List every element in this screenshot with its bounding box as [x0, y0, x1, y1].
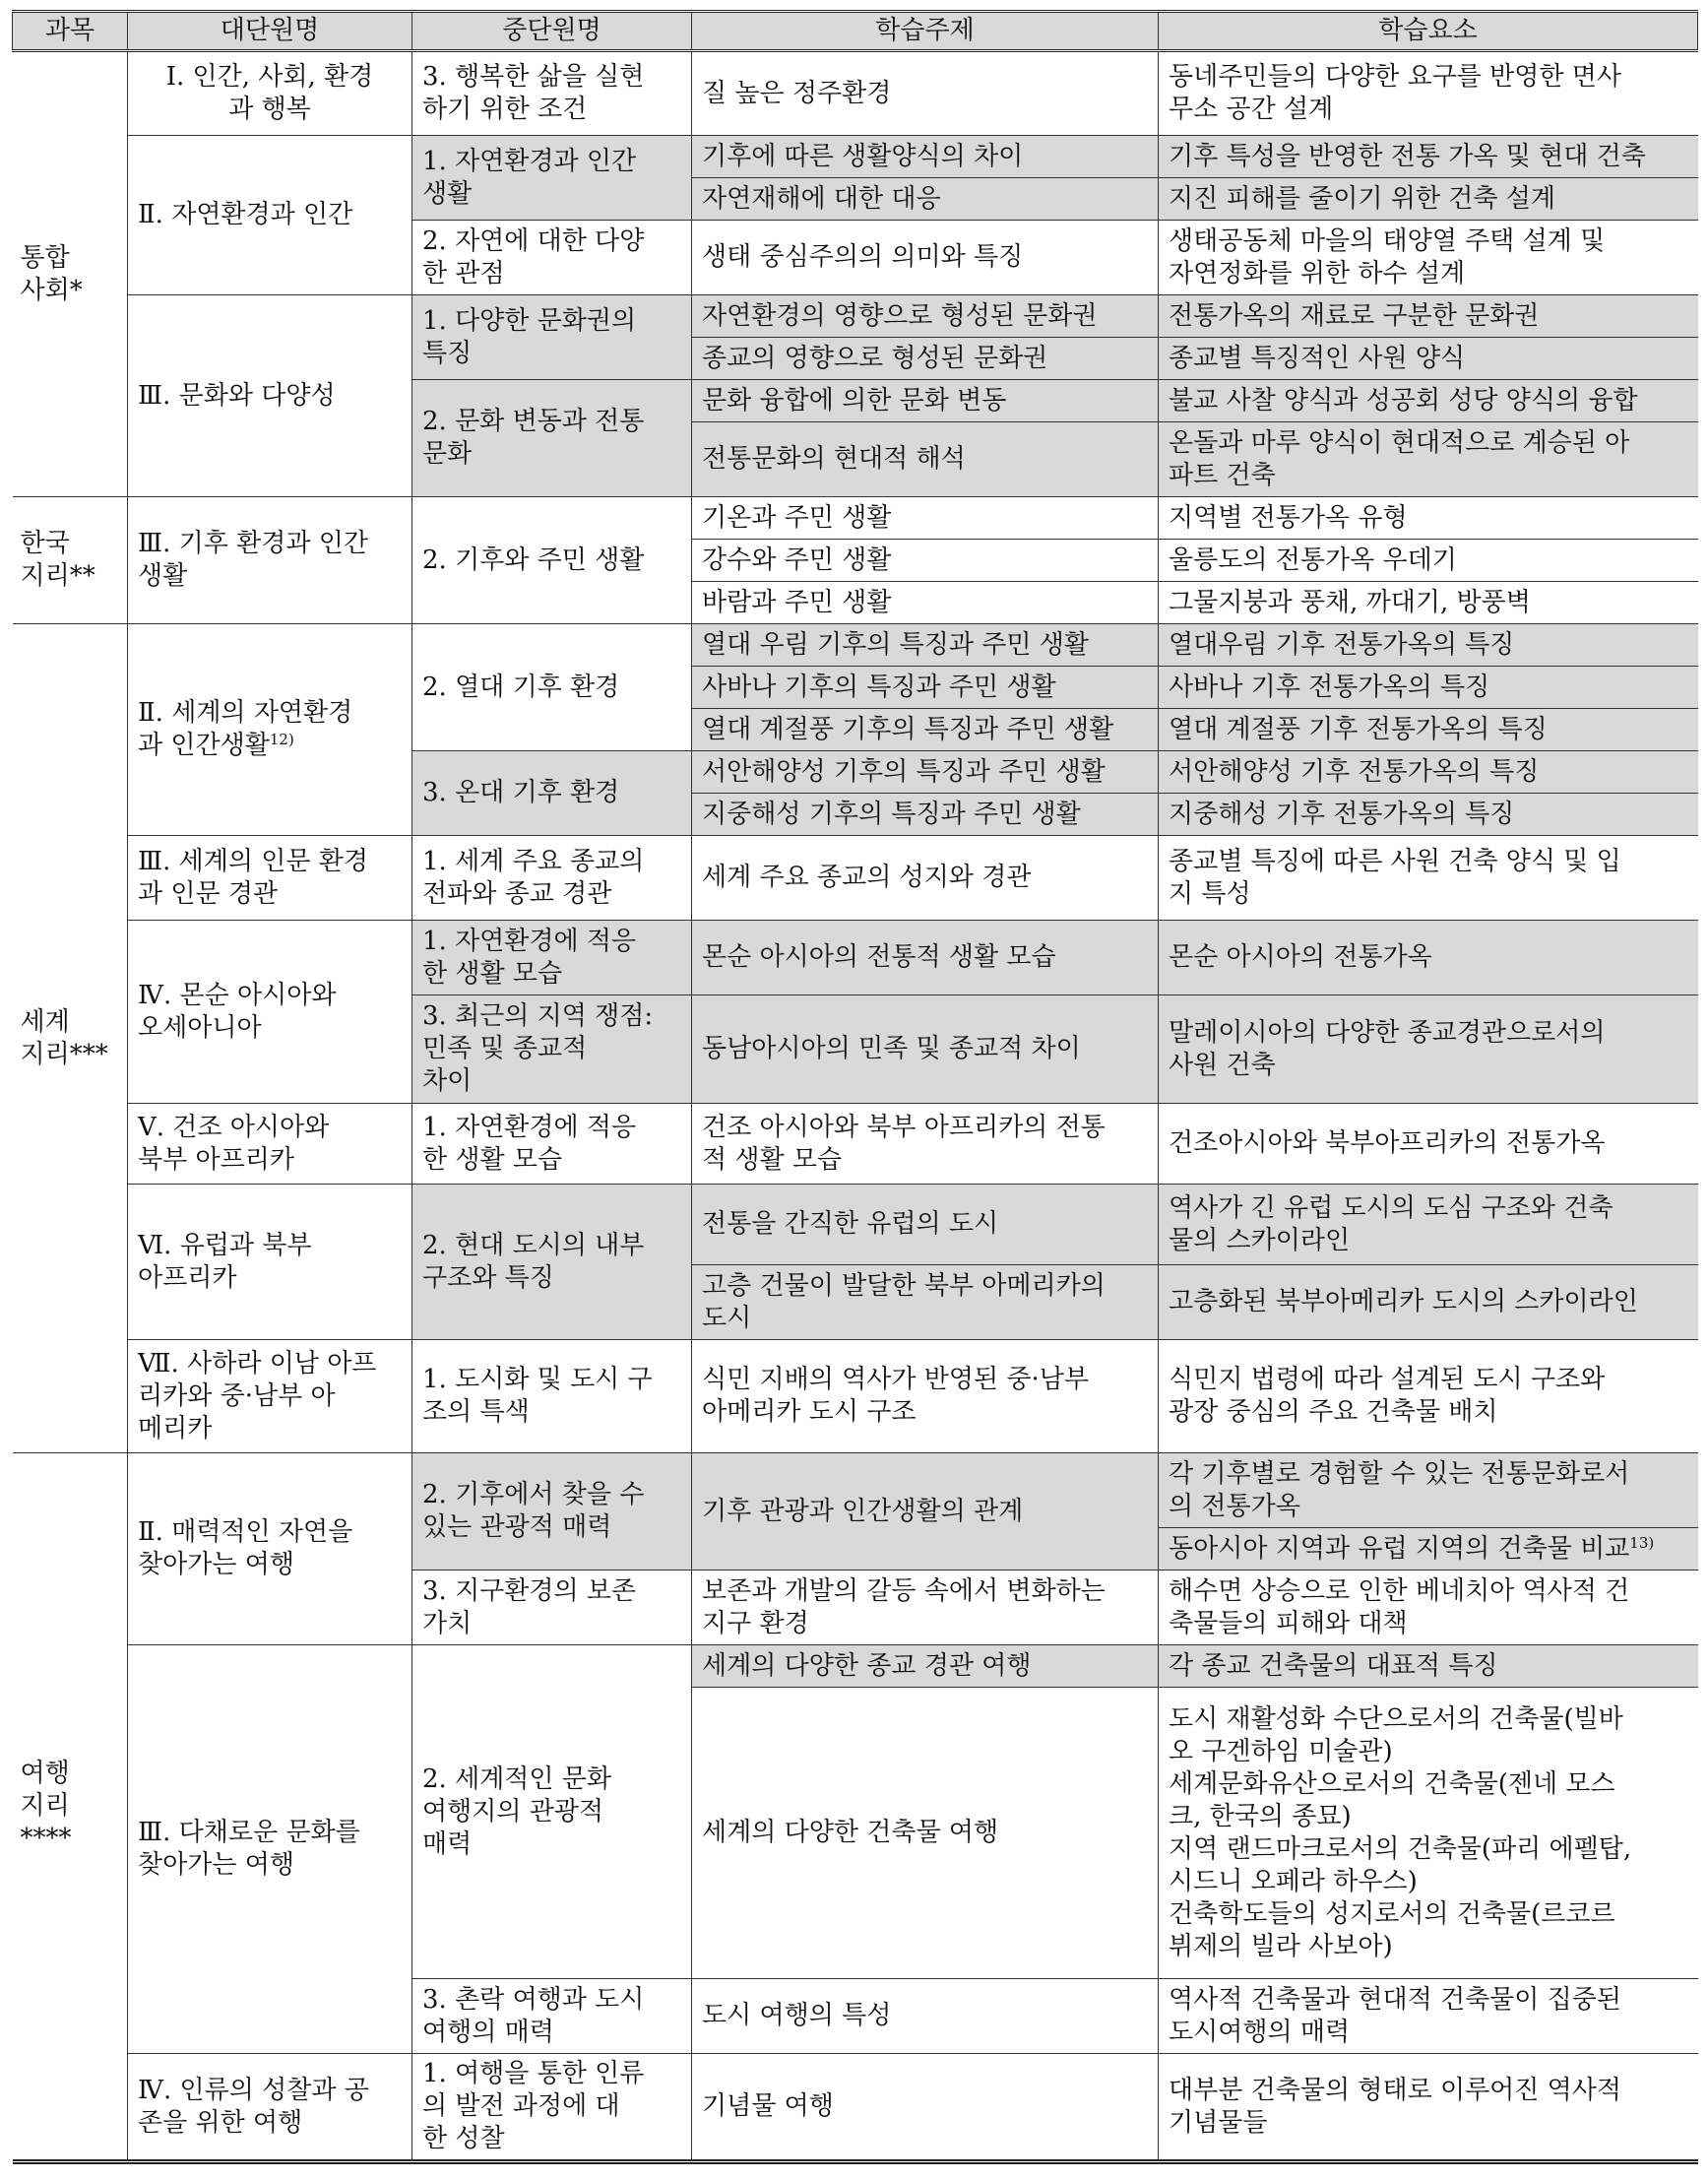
table-row — [13, 1453, 1698, 1528]
middle-unit-cell: 3. 최근의 지역 쟁점: 민족 및 종교적 차이 — [412, 995, 692, 1104]
topic-cell: 기후에 따른 생활양식의 차이 — [692, 136, 1159, 178]
middle-unit-cell: 2. 현대 도시의 내부 구조와 특징 — [412, 1185, 692, 1340]
topic-cell: 기후 관광과 인간생활의 관계 — [692, 1453, 1159, 1571]
major-unit-label: Ⅱ. 세계의 자연환경 과 인간생활 — [138, 698, 353, 760]
element-cell: 고층화된 북부아메리카 도시의 스카이라인 — [1159, 1265, 1698, 1340]
middle-unit-cell: 3. 온대 기후 환경 — [412, 751, 692, 836]
element-cell: 불교 사찰 양식과 성공회 성당 양식의 융합 — [1159, 380, 1698, 422]
element-cell: 각 기후별로 경험할 수 있는 전통문화로서 의 전통가옥 — [1159, 1453, 1698, 1528]
middle-unit-cell: 2. 세계적인 문화 여행지의 관광적 매력 — [412, 1645, 692, 1979]
table-row — [13, 136, 1698, 178]
element-cell: 해수면 상승으로 인한 베네치아 역사적 건 축물들의 피해와 대책 — [1159, 1571, 1698, 1645]
table-row — [13, 1185, 1698, 1265]
element-cell: 종교별 특징에 따른 사원 건축 양식 및 입 지 특성 — [1159, 836, 1698, 921]
middle-unit-cell: 3. 지구환경의 보존 가치 — [412, 1571, 692, 1645]
middle-unit-cell: 1. 자연환경에 적응 한 생활 모습 — [412, 1104, 692, 1185]
subject-cell: 세계 지리*** — [13, 624, 128, 1453]
topic-cell: 기념물 여행 — [692, 2054, 1159, 2162]
element-cell: 몬순 아시아의 전통가옥 — [1159, 921, 1698, 995]
table-row — [13, 836, 1698, 921]
element-cell: 기후 특성을 반영한 전통 가옥 및 현대 건축 — [1159, 136, 1698, 178]
element-cell: 울릉도의 전통가옥 우데기 — [1159, 540, 1698, 582]
element-cell: 지역별 전통가옥 유형 — [1159, 497, 1698, 540]
curriculum-table — [12, 10, 1698, 2164]
header-major-unit: 대단원명 — [128, 12, 412, 51]
element-cell: 그물지붕과 풍채, 까대기, 방풍벽 — [1159, 582, 1698, 624]
header-row — [13, 12, 1698, 51]
major-unit-cell: Ⅱ. 자연환경과 인간 — [128, 136, 412, 295]
table-row — [13, 624, 1698, 667]
major-unit-cell: Ⅴ. 건조 아시아와 북부 아프리카 — [128, 1104, 412, 1185]
table-row — [13, 1104, 1698, 1185]
element-cell: 지중해성 기후 전통가옥의 특징 — [1159, 794, 1698, 836]
topic-cell: 바람과 주민 생활 — [692, 582, 1159, 624]
middle-unit-cell: 1. 자연환경에 적응 한 생활 모습 — [412, 921, 692, 995]
element-cell: 말레이시아의 다양한 종교경관으로서의 사원 건축 — [1159, 995, 1698, 1104]
subject-cell: 여행 지리**** — [13, 1453, 128, 2162]
topic-cell: 사바나 기후의 특징과 주민 생활 — [692, 667, 1159, 709]
middle-unit-cell: 1. 여행을 통한 인류 의 발전 과정에 대 한 성찰 — [412, 2054, 692, 2162]
middle-unit-cell: 2. 기후에서 찾을 수 있는 관광적 매력 — [412, 1453, 692, 1571]
element-cell: 온돌과 마루 양식이 현대적으로 계승된 아 파트 건축 — [1159, 422, 1698, 497]
element-cell: 서안해양성 기후 전통가옥의 특징 — [1159, 751, 1698, 794]
table-row — [13, 1340, 1698, 1453]
major-unit-cell: Ⅶ. 사하라 이남 아프 리카와 중·남부 아 메리카 — [128, 1340, 412, 1453]
major-unit-cell: Ⅰ. 인간, 사회, 환경 과 행복 — [128, 51, 412, 136]
major-unit-cell — [128, 624, 412, 836]
middle-unit-cell: 1. 도시화 및 도시 구 조의 특색 — [412, 1340, 692, 1453]
table-row — [13, 1645, 1698, 1688]
element-cell: 동네주민들의 다양한 요구를 반영한 면사 무소 공간 설계 — [1159, 51, 1698, 136]
middle-unit-cell: 1. 세계 주요 종교의 전파와 종교 경관 — [412, 836, 692, 921]
major-unit-cell: Ⅲ. 다채로운 문화를 찾아가는 여행 — [128, 1645, 412, 2054]
middle-unit-cell: 1. 자연환경과 인간 생활 — [412, 136, 692, 221]
topic-cell: 세계의 다양한 종교 경관 여행 — [692, 1645, 1159, 1688]
topic-cell: 전통을 간직한 유럽의 도시 — [692, 1185, 1159, 1265]
footnote-marker: 13) — [1629, 1533, 1655, 1552]
footnote-marker: 12) — [269, 731, 294, 748]
topic-cell: 열대 우림 기후의 특징과 주민 생활 — [692, 624, 1159, 667]
element-cell — [1159, 1528, 1698, 1571]
topic-cell: 몬순 아시아의 전통적 생활 모습 — [692, 921, 1159, 995]
table-row — [13, 2054, 1698, 2162]
element-cell: 대부분 건축물의 형태로 이루어진 역사적 기념물들 — [1159, 2054, 1698, 2162]
major-unit-cell: Ⅵ. 유럽과 북부 아프리카 — [128, 1185, 412, 1340]
element-cell: 사바나 기후 전통가옥의 특징 — [1159, 667, 1698, 709]
major-unit-cell: Ⅲ. 문화와 다양성 — [128, 295, 412, 497]
middle-unit-cell: 2. 열대 기후 환경 — [412, 624, 692, 751]
major-unit-cell: Ⅲ. 세계의 인문 환경 과 인문 경관 — [128, 836, 412, 921]
topic-cell: 식민 지배의 역사가 반영된 중·남부 아메리카 도시 구조 — [692, 1340, 1159, 1453]
element-cell: 지진 피해를 줄이기 위한 건축 설계 — [1159, 178, 1698, 221]
topic-cell: 세계의 다양한 건축물 여행 — [692, 1688, 1159, 1979]
major-unit-cell: Ⅱ. 매력적인 자연을 찾아가는 여행 — [128, 1453, 412, 1645]
topic-cell: 생태 중심주의의 의미와 특징 — [692, 221, 1159, 295]
element-cell: 전통가옥의 재료로 구분한 문화권 — [1159, 295, 1698, 338]
element-cell: 역사적 건축물과 현대적 건축물이 집중된 도시여행의 매력 — [1159, 1979, 1698, 2054]
subject-cell: 한국 지리** — [13, 497, 128, 624]
topic-cell: 지중해성 기후의 특징과 주민 생활 — [692, 794, 1159, 836]
topic-cell: 고층 건물이 발달한 북부 아메리카의 도시 — [692, 1265, 1159, 1340]
element-label: 동아시아 지역과 유럽 지역의 건축물 비교 — [1169, 1533, 1630, 1564]
topic-cell: 세계 주요 종교의 성지와 경관 — [692, 836, 1159, 921]
middle-unit-cell: 2. 자연에 대한 다양 한 관점 — [412, 221, 692, 295]
topic-cell: 자연환경의 영향으로 형성된 문화권 — [692, 295, 1159, 338]
table-row — [13, 295, 1698, 338]
header-element: 학습요소 — [1159, 12, 1698, 51]
middle-unit-cell: 3. 촌락 여행과 도시 여행의 매력 — [412, 1979, 692, 2054]
topic-cell: 전통문화의 현대적 해석 — [692, 422, 1159, 497]
topic-cell: 질 높은 정주환경 — [692, 51, 1159, 136]
middle-unit-cell: 2. 문화 변동과 전통 문화 — [412, 380, 692, 497]
element-cell: 역사가 긴 유럽 도시의 도심 구조와 건축 물의 스카이라인 — [1159, 1185, 1698, 1265]
middle-unit-cell: 2. 기후와 주민 생활 — [412, 497, 692, 624]
element-cell: 열대우림 기후 전통가옥의 특징 — [1159, 624, 1698, 667]
table-row — [13, 497, 1698, 540]
element-cell: 생태공동체 마을의 태양열 주택 설계 및 자연정화를 위한 하수 설계 — [1159, 221, 1698, 295]
topic-cell: 도시 여행의 특성 — [692, 1979, 1159, 2054]
middle-unit-cell: 3. 행복한 삶을 실현 하기 위한 조건 — [412, 51, 692, 136]
topic-cell: 강수와 주민 생활 — [692, 540, 1159, 582]
table-row — [13, 51, 1698, 136]
topic-cell: 기온과 주민 생활 — [692, 497, 1159, 540]
element-cell: 건조아시아와 북부아프리카의 전통가옥 — [1159, 1104, 1698, 1185]
topic-cell: 보존과 개발의 갈등 속에서 변화하는 지구 환경 — [692, 1571, 1159, 1645]
topic-cell: 서안해양성 기후의 특징과 주민 생활 — [692, 751, 1159, 794]
topic-cell: 열대 계절풍 기후의 특징과 주민 생활 — [692, 709, 1159, 751]
curriculum-table-container — [12, 10, 1697, 2164]
header-subject: 과목 — [13, 12, 128, 51]
table-row — [13, 921, 1698, 995]
element-cell: 종교별 특징적인 사원 양식 — [1159, 338, 1698, 380]
element-cell: 열대 계절풍 기후 전통가옥의 특징 — [1159, 709, 1698, 751]
major-unit-cell: Ⅲ. 기후 환경과 인간 생활 — [128, 497, 412, 624]
major-unit-cell: Ⅳ. 인류의 성찰과 공 존을 위한 여행 — [128, 2054, 412, 2162]
middle-unit-cell: 1. 다양한 문화권의 특징 — [412, 295, 692, 380]
topic-cell: 문화 융합에 의한 문화 변동 — [692, 380, 1159, 422]
subject-cell: 통합 사회* — [13, 51, 128, 497]
element-cell: 각 종교 건축물의 대표적 특징 — [1159, 1645, 1698, 1688]
major-unit-cell: Ⅳ. 몬순 아시아와 오세아니아 — [128, 921, 412, 1104]
header-topic: 학습주제 — [692, 12, 1159, 51]
topic-cell: 종교의 영향으로 형성된 문화권 — [692, 338, 1159, 380]
topic-cell: 건조 아시아와 북부 아프리카의 전통 적 생활 모습 — [692, 1104, 1159, 1185]
topic-cell: 자연재해에 대한 대응 — [692, 178, 1159, 221]
topic-cell: 동남아시아의 민족 및 종교적 차이 — [692, 995, 1159, 1104]
element-cell: 식민지 법령에 따라 설계된 도시 구조와 광장 중심의 주요 건축물 배치 — [1159, 1340, 1698, 1453]
element-cell: 도시 재활성화 수단으로서의 건축물(빌바 오 구겐하임 미술관) 세계문화유산으로서의 건축물(젠네 모스 크, 한국의 종묘) 지역 랜드마크로서의 건축물(파리 에펠탑, 시드니 오페라 하우스) 건축학도들의 성지로서의 건축물(르코르 뷔제의 빌라 사보아) — [1159, 1688, 1698, 1979]
header-middle-unit: 중단원명 — [412, 12, 692, 51]
